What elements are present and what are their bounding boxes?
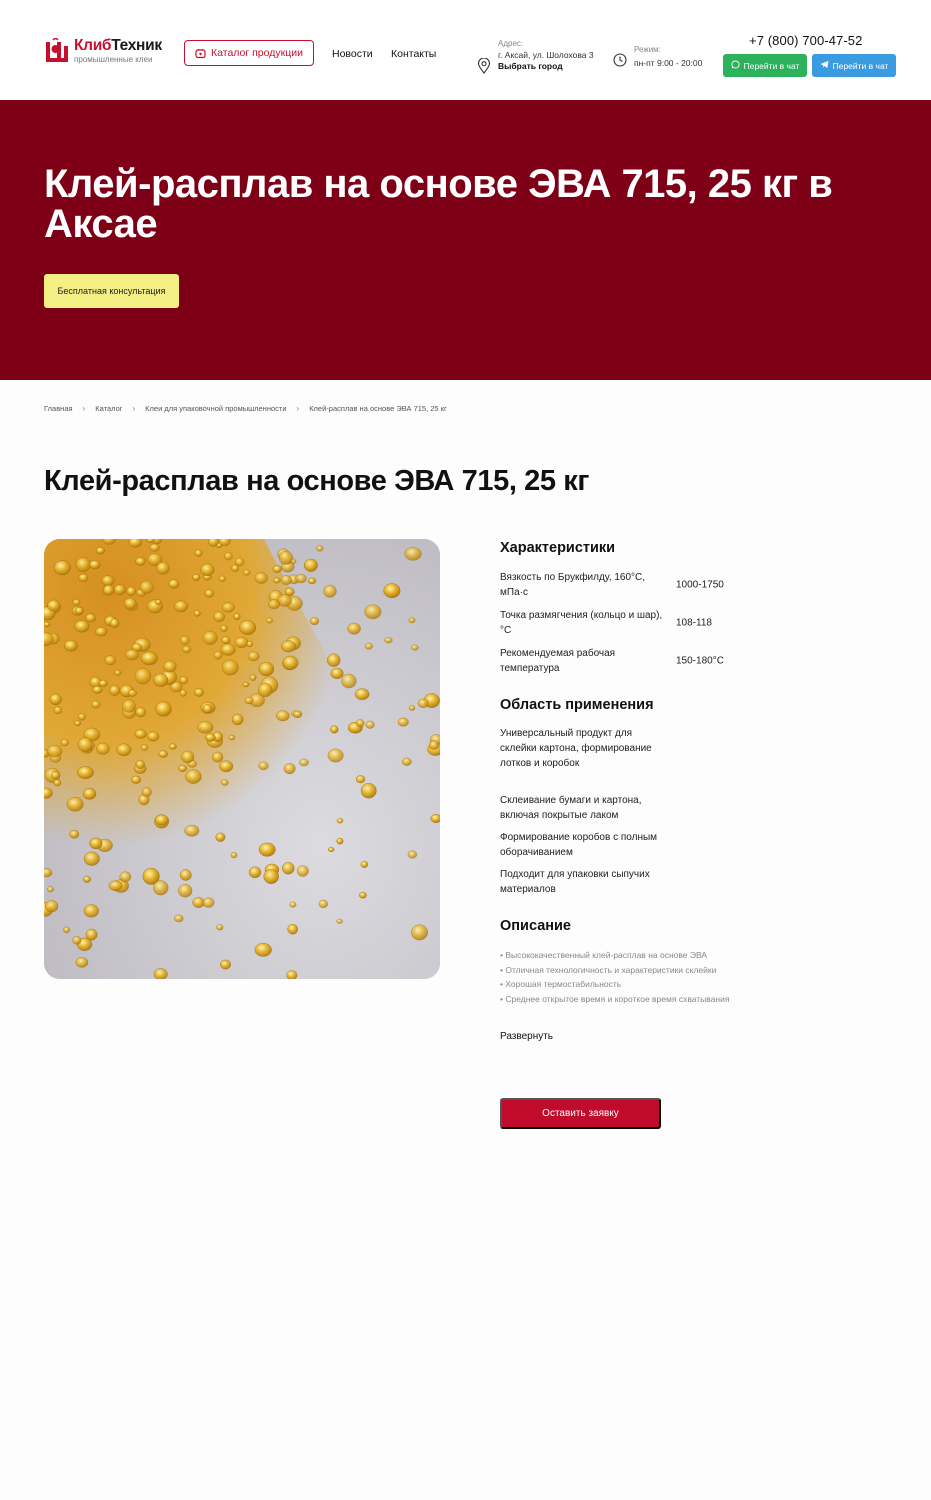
glue-granule <box>135 668 151 684</box>
logo-name-red: Клиб <box>74 37 112 54</box>
schedule-block <box>634 44 702 70</box>
glue-granule <box>221 780 228 786</box>
product-image <box>44 539 440 979</box>
glue-granule <box>408 851 417 859</box>
schedule-label: Режим: <box>634 45 661 54</box>
glue-granule <box>431 814 440 822</box>
glue-granule <box>185 770 201 784</box>
glue-granule <box>45 900 58 912</box>
glue-granule <box>180 690 187 697</box>
glue-granule <box>142 787 152 796</box>
glue-granule <box>180 676 188 684</box>
specs-heading: Характеристики <box>500 540 616 556</box>
glue-granule <box>78 713 86 720</box>
glue-granule <box>73 599 81 605</box>
glue-granule <box>75 620 90 632</box>
glue-granule <box>150 544 160 552</box>
glue-granule <box>255 573 268 584</box>
glue-granule <box>155 815 168 825</box>
glue-granule <box>128 690 136 697</box>
glue-granule <box>249 867 261 878</box>
glue-granule <box>114 585 125 595</box>
breadcrumb-home[interactable]: Главная <box>44 404 73 413</box>
nav-news[interactable]: Новости <box>332 48 373 60</box>
glue-granule <box>243 570 250 576</box>
glue-granule <box>103 585 114 595</box>
glue-granule <box>85 614 95 622</box>
glue-granule <box>51 771 60 779</box>
glue-granule <box>197 721 213 733</box>
choose-city-link[interactable]: Выбрать город <box>498 61 563 72</box>
glue-granule <box>61 739 69 746</box>
glue-granule <box>245 697 253 704</box>
glue-granule <box>281 641 296 653</box>
glue-granule <box>99 680 108 687</box>
glue-granule <box>96 547 104 554</box>
glue-granule <box>222 660 238 675</box>
glue-granule <box>192 574 200 580</box>
glue-granule <box>259 843 275 857</box>
glue-granule <box>232 714 243 725</box>
glue-granule <box>109 685 120 695</box>
glue-granule <box>136 760 145 769</box>
glue-granule <box>44 622 50 627</box>
product-title: Клей-расплав на основе ЭВА 715, 25 кг <box>44 465 590 497</box>
breadcrumb-catalog[interactable]: Каталог <box>95 404 123 413</box>
spec-value: 1000-1750 <box>676 579 724 591</box>
glue-granule <box>182 646 191 653</box>
glue-granule <box>155 702 171 717</box>
logo[interactable] <box>44 38 162 66</box>
glue-granule <box>136 557 146 565</box>
glue-granule <box>366 721 375 729</box>
catalog-button[interactable] <box>184 40 314 66</box>
glue-granule <box>129 539 142 547</box>
glue-granule <box>429 741 439 750</box>
glue-granule <box>79 574 88 582</box>
glue-granule <box>92 701 101 708</box>
glue-granule <box>180 636 189 645</box>
glue-granule <box>64 640 77 651</box>
glue-granule <box>222 603 235 613</box>
glue-granule <box>324 585 337 597</box>
glue-granule <box>239 620 255 635</box>
phone-link[interactable]: +7 (800) 700-47-52 <box>749 33 863 48</box>
glue-granule <box>140 581 154 594</box>
glue-granule <box>279 551 293 565</box>
glue-granule <box>147 539 155 543</box>
glue-granule <box>47 886 53 892</box>
glue-granule <box>365 605 382 619</box>
glue-granule <box>47 745 62 757</box>
glue-granule <box>105 656 116 665</box>
glue-granule <box>78 738 93 752</box>
clock-icon <box>613 53 627 67</box>
glue-granule <box>317 545 324 551</box>
glue-granule <box>220 960 231 969</box>
glue-granule <box>208 539 219 546</box>
glue-granule <box>264 869 279 883</box>
submit-request-button[interactable]: Оставить заявку <box>500 1098 661 1129</box>
logo-name-dark: Техник <box>111 37 162 54</box>
glue-granule <box>50 694 62 705</box>
glue-granule <box>319 900 328 908</box>
glue-granule <box>273 578 280 583</box>
glue-granule <box>205 589 214 597</box>
glue-granule <box>268 600 279 609</box>
glue-granule <box>155 599 161 604</box>
glue-granule <box>153 674 168 687</box>
glue-granule <box>109 881 122 891</box>
glue-granule <box>147 732 159 742</box>
glue-granule <box>73 936 82 944</box>
glue-granule <box>122 700 135 713</box>
glue-granule <box>124 598 136 609</box>
glue-granule <box>293 711 302 718</box>
glue-granule <box>154 968 168 979</box>
glue-granule <box>67 797 83 811</box>
glue-granule <box>110 619 119 628</box>
glue-granule <box>232 565 239 572</box>
glue-granule <box>180 870 191 881</box>
address-value: г. Аксай, ул. Шолохова 3 <box>498 49 594 60</box>
address-label: Адрес: <box>498 39 524 48</box>
glue-granule <box>328 847 334 852</box>
glue-granule <box>54 561 71 575</box>
description-list <box>500 948 729 1006</box>
glue-granule <box>44 869 52 877</box>
glue-granule <box>220 761 233 772</box>
spec-row <box>500 608 760 638</box>
glue-granule <box>214 612 225 622</box>
location-pin-icon <box>477 58 491 74</box>
spec-name: Точка размягчения (кольцо и шар), °С <box>500 610 663 636</box>
spec-value: 108-118 <box>676 617 712 629</box>
glue-granule <box>201 564 215 576</box>
glue-granule <box>96 627 107 636</box>
glue-granule <box>259 762 269 770</box>
description-item: • Отличная технологичность и характеристики склейки <box>500 963 729 978</box>
nav-contacts[interactable]: Контакты <box>391 48 437 60</box>
glue-granule <box>247 641 253 647</box>
glue-granule <box>102 576 114 586</box>
application-item: Склеивание бумаги и картона, включая покрытые лаком <box>500 795 642 821</box>
glue-granule <box>70 830 79 838</box>
telegram-chat-label: Перейти в чат <box>832 60 889 71</box>
glue-granule <box>359 892 366 898</box>
glue-granule <box>283 656 299 670</box>
glue-granule <box>120 872 131 882</box>
glue-granule <box>337 838 343 844</box>
glue-granule <box>411 645 418 650</box>
glue-granule <box>411 925 428 940</box>
glue-granule <box>117 744 132 756</box>
catalog-icon <box>195 48 206 59</box>
glue-granule <box>219 576 226 582</box>
glue-granule <box>235 637 248 648</box>
glue-granule <box>328 749 344 762</box>
spec-row <box>500 646 760 676</box>
glue-granule <box>195 550 202 557</box>
glue-granule <box>185 825 200 836</box>
schedule-value: пн-пт 9:00 - 20:00 <box>634 57 703 68</box>
glue-granule <box>159 751 168 758</box>
breadcrumb-category[interactable]: Клеи для упаковочной промышленности <box>145 404 287 413</box>
glue-granule <box>276 711 289 721</box>
glue-granule <box>194 610 200 616</box>
glue-granule <box>235 558 244 566</box>
glue-granule <box>356 775 365 783</box>
spec-row <box>500 570 760 600</box>
glue-granule <box>135 730 147 739</box>
glue-granule <box>136 707 146 717</box>
glue-granule <box>47 600 60 611</box>
glue-granule <box>131 776 141 784</box>
glue-granule <box>243 682 249 687</box>
logo-subtitle: промышленные клеи <box>74 54 153 64</box>
glue-granule <box>212 752 223 762</box>
glue-granule <box>258 683 272 697</box>
whatsapp-chat-button[interactable] <box>723 54 807 77</box>
glue-granule <box>203 898 214 908</box>
catalog-label: Каталог продукции <box>211 47 303 59</box>
glue-granule <box>216 833 225 842</box>
glue-granule <box>169 580 180 589</box>
glue-granule <box>281 575 292 585</box>
application-item: Формирование коробов с полным оборачиванием <box>500 832 658 858</box>
glue-granule <box>310 617 319 624</box>
glue-granule <box>153 881 168 896</box>
glue-granule <box>125 649 139 660</box>
glue-granule <box>284 763 295 774</box>
glue-granule <box>203 631 218 644</box>
glue-granule <box>255 943 272 956</box>
glue-granule <box>355 689 369 700</box>
glue-granule <box>348 623 361 634</box>
glue-granule <box>398 718 409 726</box>
glue-granule <box>90 838 103 849</box>
glue-granule <box>248 652 259 661</box>
application-item: Универсальный продукт для склейки картона, формирование лотков и коробок <box>500 728 652 769</box>
glue-granule <box>141 652 158 665</box>
glue-granule <box>174 601 187 612</box>
glue-granule <box>203 704 212 713</box>
spec-value: 150-180°С <box>676 655 724 667</box>
glue-granule <box>164 661 177 672</box>
glue-granule <box>361 861 368 868</box>
whatsapp-chat-label: Перейти в чат <box>743 60 800 71</box>
glue-granule <box>224 552 232 560</box>
description-item: • Высококачественный клей-расплав на основе ЭВА <box>500 948 729 963</box>
glue-granule <box>273 565 282 572</box>
hero-title: Клей-расплав на основе ЭВА 715, 25 кг в Аксае <box>44 162 833 246</box>
glue-granule <box>385 637 393 643</box>
glue-granule <box>296 574 307 583</box>
glue-granule <box>83 876 90 882</box>
glue-granule <box>331 668 344 679</box>
glue-granule <box>330 726 338 734</box>
glue-granule <box>259 662 274 676</box>
glue-granule <box>96 743 109 755</box>
glue-granule <box>76 557 91 571</box>
chevron-right-icon: › <box>82 404 86 413</box>
glue-granule <box>231 852 237 858</box>
chevron-right-icon: › <box>296 404 300 413</box>
glue-granule <box>205 734 215 742</box>
glue-granule <box>222 637 230 644</box>
glue-granule <box>384 584 401 598</box>
expand-description-link[interactable]: Развернуть <box>500 1031 554 1042</box>
glue-granule <box>182 751 194 763</box>
free-consultation-button[interactable]: Бесплатная консультация <box>44 274 179 308</box>
glue-granule <box>194 688 204 696</box>
site-header <box>0 0 931 100</box>
description-item: • Хорошая термостабильность <box>500 977 729 992</box>
glue-granule <box>308 578 316 584</box>
glue-granule <box>290 902 296 908</box>
glue-granule <box>63 927 69 933</box>
glue-granule <box>54 779 61 786</box>
glue-granule <box>402 758 411 766</box>
hero-banner <box>0 100 931 380</box>
description-item: • Среднее открытое время и короткое время схватывания <box>500 992 729 1007</box>
glue-granule <box>250 675 256 681</box>
glue-granule <box>77 767 93 779</box>
glue-granule <box>84 852 100 866</box>
glue-granule <box>169 744 176 750</box>
glue-granule <box>287 970 298 979</box>
chevron-right-icon: › <box>132 404 136 413</box>
logo-icon <box>44 38 70 66</box>
glue-granule <box>74 721 80 726</box>
telegram-chat-button[interactable] <box>812 54 896 77</box>
glue-granule <box>178 765 186 772</box>
glue-granule <box>409 705 415 710</box>
glue-granule <box>84 905 99 918</box>
address-block <box>498 39 594 73</box>
description-heading: Описание <box>500 918 571 934</box>
glue-granule <box>327 654 340 667</box>
glue-granule <box>234 613 241 619</box>
glue-granule <box>93 686 103 693</box>
glue-granule <box>157 562 170 574</box>
glue-granule <box>299 759 308 766</box>
glue-granule <box>405 547 422 560</box>
glue-granule <box>266 618 273 623</box>
spec-name: Вязкость по Брукфилду, 160°С, мПа·с <box>500 572 646 598</box>
glue-granule <box>341 674 356 688</box>
whatsapp-icon <box>731 60 740 71</box>
glue-granule <box>365 643 373 649</box>
glue-granule <box>288 924 298 934</box>
glue-granule <box>282 862 294 874</box>
glue-granule <box>141 745 148 751</box>
glue-granule <box>221 644 236 656</box>
spec-name: Рекомендуемая рабочая температура <box>500 648 616 674</box>
glue-granule <box>409 618 415 623</box>
glue-granule <box>89 560 100 569</box>
glue-granule <box>361 783 376 798</box>
glue-granule <box>54 707 62 714</box>
glue-granule <box>337 818 343 823</box>
application-heading: Область применения <box>500 697 654 713</box>
glue-granule <box>127 587 136 596</box>
glue-granule <box>356 719 364 727</box>
glue-granule <box>83 788 96 799</box>
glue-granule <box>221 625 228 632</box>
glue-granule <box>304 559 317 572</box>
glue-granule <box>214 651 223 659</box>
glue-granule <box>75 607 83 614</box>
glue-granule <box>174 915 183 922</box>
glue-granule <box>229 735 235 740</box>
glue-granule <box>297 866 309 877</box>
glue-granule <box>337 919 343 924</box>
application-item: Подходит для упаковки сыпучих материалов <box>500 869 650 895</box>
glue-granule <box>418 699 429 708</box>
telegram-icon <box>820 60 829 71</box>
glue-granule <box>115 670 121 676</box>
glue-granule <box>178 884 192 897</box>
glue-granule <box>76 957 88 967</box>
breadcrumb-current: Клей-расплав на основе ЭВА 715, 25 кг <box>309 404 447 413</box>
breadcrumb <box>44 404 447 413</box>
glue-granule <box>217 925 224 931</box>
